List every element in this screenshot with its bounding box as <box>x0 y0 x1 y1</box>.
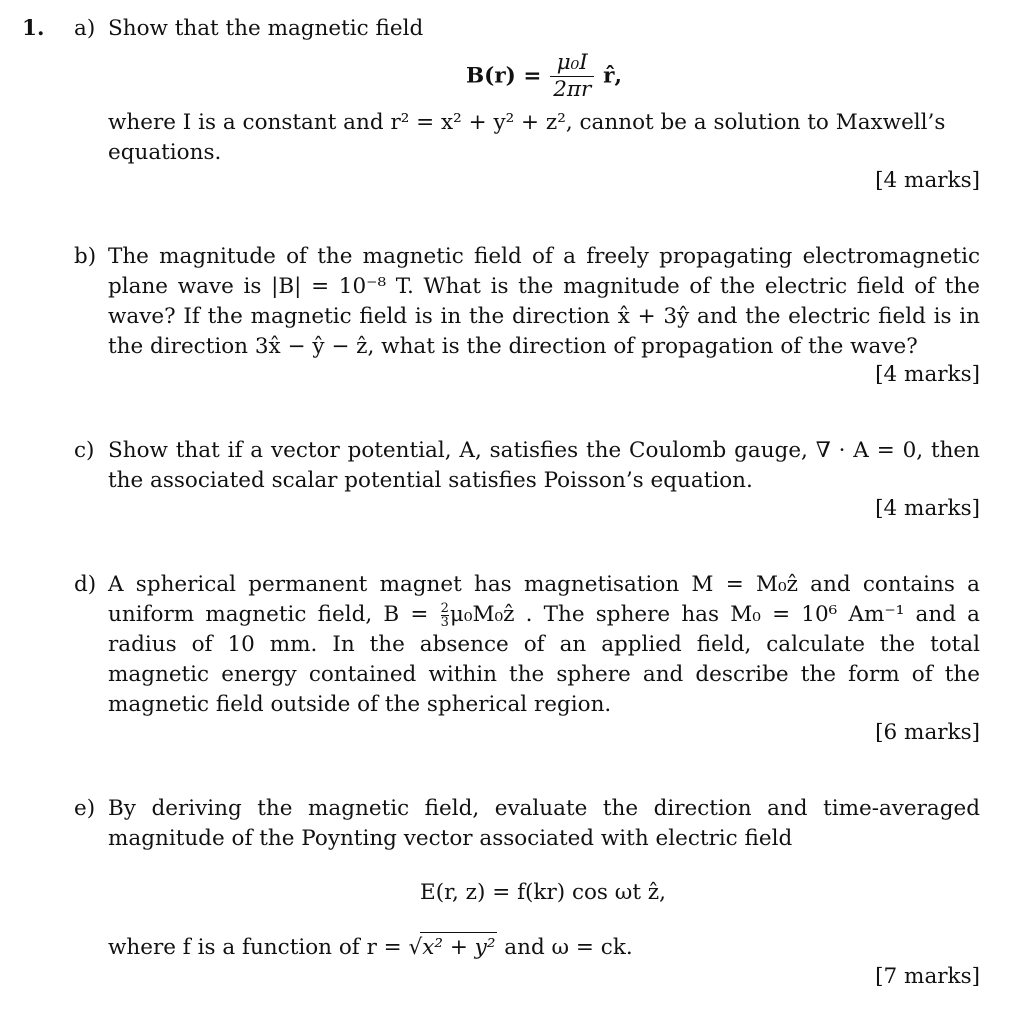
part-e-equation: E(r, z) = f(kr) cos ωt ẑ, <box>420 880 666 905</box>
question-number: 1. <box>22 16 45 41</box>
part-e-where-end: and ω = ck. <box>504 935 633 960</box>
part-e-where-start: where f is a function of r = <box>108 935 402 960</box>
part-a-eq-numerator: μ₀I <box>550 50 594 77</box>
part-b-text: The magnitude of the magnetic field of a freely propagating electromagnetic plane wave is |B| = 10⁻⁸ T. What is the magnitude of the electric field of the wave? If the magnetic field is in the direction x̂ + 3ŷ and the electric field is in the direction 3x̂ − ŷ − ẑ, what is the direction of propagation of the wave? <box>108 244 980 359</box>
part-a-eq-denominator: 2πr <box>553 77 592 102</box>
part-a-eq-fraction <box>550 50 594 103</box>
part-d-fraction <box>441 602 449 629</box>
part-e-where: where f is a function of r = √x² + y² and ω = ck. <box>74 932 980 963</box>
part-c-label: c) <box>74 438 95 463</box>
part-d-label: d) <box>74 572 97 597</box>
part-d-text-end: μ₀M₀ẑ . The sphere has M₀ = 10⁶ Am⁻¹ and a radius of 10 mm. In the absence of an applied field, calculate the total magnetic energy contained within the sphere and describe the form of the magnetic field outside of the spherical region. <box>108 602 980 717</box>
part-d-fraction-num: 2 <box>440 600 449 616</box>
part-a-eq-lhs: B(r) = <box>466 63 542 89</box>
part-d-text-start: A spherical permanent magnet has magnetisation M = M₀ẑ and contains a uniform magnetic field, B = <box>108 572 980 627</box>
part-e <box>74 794 980 854</box>
part-a-label: a) <box>74 16 96 41</box>
part-b <box>74 242 980 362</box>
part-d-text <box>108 570 980 720</box>
part-a-line2: where I is a constant and r² = x² + y² + z², cannot be a solution to Maxwell’s <box>108 110 946 135</box>
part-d-fraction-den: 3 <box>440 614 449 630</box>
part-a-equation <box>466 50 622 103</box>
part-c <box>74 436 980 496</box>
part-e-text: By deriving the magnetic field, evaluate the direction and time-averaged magnitude of the Poynting vector associated with electric field <box>108 796 980 851</box>
part-a-intro: Show that the magnetic field <box>108 16 424 41</box>
part-e-marks: [7 marks] <box>875 964 980 989</box>
part-e-sqrt-arg: x² + y² <box>420 932 497 963</box>
part-c-text: Show that if a vector potential, A, satisfies the Coulomb gauge, ∇ · A = 0, then the associated scalar potential satisfies Poisson’s equation. <box>108 438 980 493</box>
part-d-marks: [6 marks] <box>875 720 980 745</box>
part-b-marks: [4 marks] <box>875 362 980 387</box>
part-a-line3: equations. <box>108 140 222 165</box>
part-a <box>74 14 980 44</box>
part-a-eq-tail: r̂, <box>603 63 622 89</box>
part-c-marks: [4 marks] <box>875 496 980 521</box>
part-b-label: b) <box>74 244 97 269</box>
part-d <box>74 570 980 720</box>
part-a-continued <box>74 108 980 168</box>
part-a-marks: [4 marks] <box>875 168 980 193</box>
part-e-label: e) <box>74 796 96 821</box>
